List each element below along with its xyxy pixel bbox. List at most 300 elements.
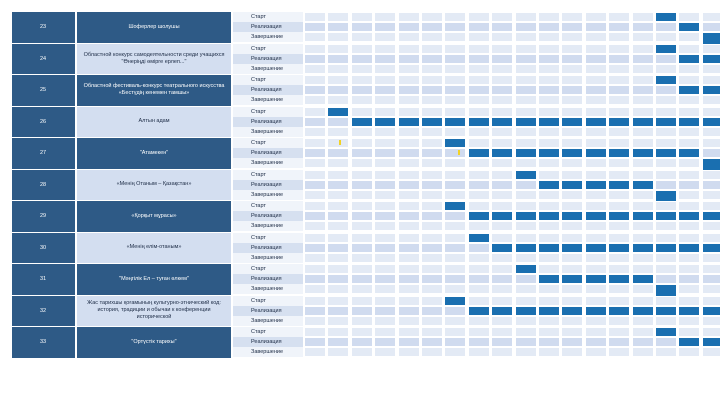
row-number: 33 <box>12 327 75 358</box>
gantt-cell <box>374 253 396 263</box>
gantt-bar-cell <box>444 117 466 127</box>
gantt-cell <box>421 148 443 158</box>
gantt-cell <box>374 243 396 253</box>
phase-label: Старт <box>233 138 303 148</box>
gantt-cell <box>374 296 396 306</box>
gantt-cell <box>398 54 420 64</box>
gantt-cell <box>468 107 490 117</box>
gantt-cell <box>655 158 677 168</box>
gantt-cell <box>702 95 720 105</box>
gantt-cell <box>491 95 513 105</box>
gantt-cell <box>421 54 443 64</box>
gantt-cell <box>468 221 490 231</box>
phase-label: Старт <box>233 264 303 274</box>
gantt-cell <box>678 44 700 54</box>
gantt-bar-cell <box>561 148 583 158</box>
gantt-bar-cell <box>678 117 700 127</box>
gantt-bar-cell <box>655 75 677 85</box>
gantt-cell <box>468 95 490 105</box>
gantt-cell <box>444 190 466 200</box>
gantt-cell <box>421 170 443 180</box>
gantt-cell <box>421 316 443 326</box>
gantt-cell <box>655 347 677 357</box>
gantt-cell <box>491 316 513 326</box>
gantt-cell <box>468 337 490 347</box>
gantt-cell <box>702 221 720 231</box>
gantt-cell <box>374 44 396 54</box>
gantt-cell <box>655 64 677 74</box>
row-number: 26 <box>12 107 75 138</box>
gantt-cell <box>374 327 396 337</box>
gantt-cell <box>702 22 720 32</box>
phase-label: Реализация <box>233 180 303 190</box>
gantt-cell <box>327 64 349 74</box>
gantt-bar-cell <box>655 243 677 253</box>
gantt-cell <box>655 127 677 137</box>
gantt-cell <box>632 190 654 200</box>
gantt-cell <box>655 296 677 306</box>
gantt-cell <box>585 253 607 263</box>
phase-label: Завершение <box>233 284 303 294</box>
gantt-cell <box>538 190 560 200</box>
gantt-cell <box>468 327 490 337</box>
gantt-cell <box>702 316 720 326</box>
row-number: 29 <box>12 201 75 232</box>
gantt-cell <box>702 44 720 54</box>
gantt-cell <box>444 211 466 221</box>
gantt-cell <box>585 190 607 200</box>
gantt-cell <box>351 54 373 64</box>
gantt-cell <box>304 127 326 137</box>
gantt-cell <box>702 327 720 337</box>
gantt-cell <box>468 64 490 74</box>
gantt-cell <box>678 316 700 326</box>
gantt-cell <box>327 190 349 200</box>
gantt-cell <box>304 190 326 200</box>
gantt-bar-cell <box>632 243 654 253</box>
gantt-cell <box>491 284 513 294</box>
gantt-cell <box>351 190 373 200</box>
gantt-cell <box>327 243 349 253</box>
gantt-cell <box>304 327 326 337</box>
gantt-cell <box>491 12 513 22</box>
gantt-cell <box>608 138 630 148</box>
gantt-cell <box>444 243 466 253</box>
gantt-bar-cell <box>655 327 677 337</box>
gantt-cell <box>702 180 720 190</box>
gantt-cell <box>608 44 630 54</box>
gantt-cell <box>538 233 560 243</box>
gantt-cell <box>351 306 373 316</box>
gantt-bar-cell <box>491 211 513 221</box>
gantt-cell <box>561 64 583 74</box>
gantt-cell <box>398 284 420 294</box>
gantt-cell <box>632 316 654 326</box>
gantt-cell <box>561 253 583 263</box>
gantt-cell <box>351 85 373 95</box>
gantt-cell <box>702 75 720 85</box>
gantt-cell <box>632 12 654 22</box>
gantt-cell <box>702 284 720 294</box>
gantt-cell <box>585 32 607 42</box>
gantt-cell <box>421 127 443 137</box>
gantt-cell <box>468 180 490 190</box>
gantt-cell <box>561 264 583 274</box>
gantt-cell <box>327 148 349 158</box>
gantt-bar-cell <box>702 306 720 316</box>
gantt-cell <box>327 127 349 137</box>
gantt-cell <box>491 64 513 74</box>
gantt-cell <box>655 316 677 326</box>
gantt-cell <box>374 274 396 284</box>
gantt-cell <box>515 44 537 54</box>
gantt-cell <box>632 158 654 168</box>
row-number: 25 <box>12 75 75 106</box>
gantt-cell <box>398 316 420 326</box>
gantt-bar-cell <box>655 148 677 158</box>
gantt-bar-cell <box>678 148 700 158</box>
gantt-bar-cell <box>608 148 630 158</box>
gantt-cell <box>421 221 443 231</box>
gantt-cell <box>561 12 583 22</box>
row-name: Алтын адам <box>77 107 231 138</box>
gantt-bar-cell <box>678 337 700 347</box>
gantt-cell <box>678 296 700 306</box>
gantt-cell <box>468 274 490 284</box>
gantt-cell <box>632 296 654 306</box>
gantt-cell <box>304 75 326 85</box>
gantt-cell <box>421 284 443 294</box>
gantt-bar-cell <box>632 148 654 158</box>
gantt-cell <box>561 327 583 337</box>
gantt-cell <box>351 12 373 22</box>
gantt-cell <box>608 85 630 95</box>
gantt-bar-cell <box>468 306 490 316</box>
gantt-cell <box>585 22 607 32</box>
gantt-cell <box>374 337 396 347</box>
gantt-bar-cell <box>374 117 396 127</box>
gantt-cell <box>491 170 513 180</box>
gantt-cell <box>585 107 607 117</box>
gantt-bar-cell <box>608 274 630 284</box>
phase-label: Реализация <box>233 22 303 32</box>
gantt-cell <box>468 253 490 263</box>
gantt-cell <box>585 44 607 54</box>
gantt-cell <box>491 253 513 263</box>
gantt-cell <box>421 22 443 32</box>
gantt-cell <box>374 158 396 168</box>
gantt-bar-cell <box>655 12 677 22</box>
gantt-cell <box>585 64 607 74</box>
gantt-cell <box>608 221 630 231</box>
gantt-cell <box>655 32 677 42</box>
gantt-cell <box>468 284 490 294</box>
gantt-cell <box>608 32 630 42</box>
gantt-cell <box>608 54 630 64</box>
gantt-cell <box>421 44 443 54</box>
gantt-cell <box>655 138 677 148</box>
gantt-cell <box>678 180 700 190</box>
gantt-cell <box>538 107 560 117</box>
gantt-cell <box>327 75 349 85</box>
gantt-cell <box>678 170 700 180</box>
gantt-cell <box>561 95 583 105</box>
gantt-cell <box>304 211 326 221</box>
gantt-cell <box>491 264 513 274</box>
gantt-cell <box>491 337 513 347</box>
gantt-cell <box>327 117 349 127</box>
gantt-cell <box>327 233 349 243</box>
gantt-cell <box>327 44 349 54</box>
gantt-cell <box>608 284 630 294</box>
gantt-cell <box>655 253 677 263</box>
gantt-bar-cell <box>655 117 677 127</box>
gantt-cell <box>655 274 677 284</box>
gantt-cell <box>304 54 326 64</box>
phase-label: Завершение <box>233 32 303 42</box>
gantt-cell <box>585 158 607 168</box>
gantt-bar-cell <box>608 180 630 190</box>
gantt-cell <box>608 75 630 85</box>
gantt-cell <box>304 274 326 284</box>
gantt-cell <box>538 253 560 263</box>
gantt-cell <box>702 148 720 158</box>
gantt-cell <box>632 201 654 211</box>
phase-label: Завершение <box>233 95 303 105</box>
gantt-cell <box>561 22 583 32</box>
gantt-cell <box>608 296 630 306</box>
gantt-cell <box>632 284 654 294</box>
row-name: Областной конкурс самодеятельности среди учащихся "Өнеріңді өмірге ерлеп..." <box>77 44 231 75</box>
gantt-cell <box>655 264 677 274</box>
gantt-cell <box>374 316 396 326</box>
row-name: Жас тарихшы қоғамының культурно-этнический код: история, традиции и обычаи к конференции исторической <box>77 296 231 327</box>
gantt-bar-cell <box>585 117 607 127</box>
gantt-cell <box>538 138 560 148</box>
gantt-cell <box>374 12 396 22</box>
gantt-cell <box>632 337 654 347</box>
gantt-cell <box>538 85 560 95</box>
gantt-cell <box>444 95 466 105</box>
gantt-cell <box>468 170 490 180</box>
row-number: 24 <box>12 44 75 75</box>
gantt-cell <box>327 316 349 326</box>
gantt-cell <box>327 347 349 357</box>
row-number: 28 <box>12 170 75 201</box>
gantt-cell <box>561 221 583 231</box>
gantt-cell <box>538 54 560 64</box>
gantt-cell <box>304 284 326 294</box>
gantt-cell <box>608 22 630 32</box>
gantt-cell <box>351 158 373 168</box>
row-name: "Мәңгілік Ел – туған өлкем" <box>77 264 231 295</box>
gantt-cell <box>421 233 443 243</box>
gantt-cell <box>678 75 700 85</box>
gantt-cell <box>561 75 583 85</box>
gantt-cell <box>491 201 513 211</box>
gantt-bar-cell <box>444 296 466 306</box>
gantt-cell <box>421 327 443 337</box>
gantt-bar-cell <box>515 117 537 127</box>
gantt-cell <box>421 107 443 117</box>
gantt-cell <box>608 12 630 22</box>
gantt-cell <box>608 170 630 180</box>
gantt-bar-cell <box>702 85 720 95</box>
gantt-cell <box>421 243 443 253</box>
gantt-cell <box>632 64 654 74</box>
gantt-cell <box>515 127 537 137</box>
gantt-bar-cell <box>632 306 654 316</box>
gantt-bar-cell <box>327 107 349 117</box>
gantt-cell <box>515 327 537 337</box>
gantt-cell <box>561 44 583 54</box>
gantt-cell <box>398 12 420 22</box>
gantt-cell <box>421 337 443 347</box>
gantt-cell <box>515 32 537 42</box>
gantt-bar-cell <box>421 117 443 127</box>
gantt-cell <box>538 127 560 137</box>
gantt-cell <box>678 107 700 117</box>
gantt-cell <box>374 85 396 95</box>
gantt-cell <box>444 12 466 22</box>
gantt-cell <box>655 201 677 211</box>
gantt-cell <box>444 253 466 263</box>
gantt-cell <box>632 107 654 117</box>
gantt-cell <box>351 253 373 263</box>
gantt-bar-cell <box>515 243 537 253</box>
phase-label: Старт <box>233 75 303 85</box>
gantt-cell <box>374 127 396 137</box>
gantt-cell <box>468 296 490 306</box>
row-name: "Ортүстік тарихы" <box>77 327 231 358</box>
gantt-cell <box>678 138 700 148</box>
gantt-cell <box>421 158 443 168</box>
gantt-cell <box>515 347 537 357</box>
gantt-cell <box>678 284 700 294</box>
gantt-cell <box>491 44 513 54</box>
gantt-cell <box>374 233 396 243</box>
gantt-cell <box>327 327 349 337</box>
gantt-cell <box>561 201 583 211</box>
gantt-cell <box>515 54 537 64</box>
gantt-cell <box>351 44 373 54</box>
gantt-cell <box>632 221 654 231</box>
gantt-cell <box>491 296 513 306</box>
gantt-cell <box>538 64 560 74</box>
gantt-cell <box>304 117 326 127</box>
gantt-cell <box>538 296 560 306</box>
gantt-bar-cell <box>515 264 537 274</box>
phase-label: Реализация <box>233 117 303 127</box>
gantt-cell <box>702 170 720 180</box>
gantt-bar-cell <box>444 138 466 148</box>
gantt-bar-cell <box>538 117 560 127</box>
gantt-bar-cell <box>561 243 583 253</box>
gantt-cell <box>468 138 490 148</box>
gantt-cell <box>468 54 490 64</box>
gantt-bar-cell <box>678 243 700 253</box>
gantt-cell <box>421 296 443 306</box>
gantt-cell <box>351 107 373 117</box>
gantt-cell <box>304 233 326 243</box>
gantt-cell <box>585 54 607 64</box>
gantt-cell <box>444 158 466 168</box>
gantt-cell <box>632 32 654 42</box>
gantt-cell <box>468 75 490 85</box>
gantt-cell <box>632 138 654 148</box>
gantt-cell <box>585 296 607 306</box>
gantt-cell <box>374 347 396 357</box>
row-name: «Менің елім-отаным» <box>77 233 231 264</box>
gantt-cell <box>444 347 466 357</box>
gantt-cell <box>398 243 420 253</box>
phase-label: Реализация <box>233 211 303 221</box>
gantt-cell <box>398 264 420 274</box>
gantt-cell <box>491 180 513 190</box>
gantt-cell <box>561 158 583 168</box>
gantt-bar-cell <box>351 117 373 127</box>
gantt-cell <box>632 127 654 137</box>
gantt-cell <box>444 180 466 190</box>
gantt-cell <box>608 95 630 105</box>
gantt-cell <box>374 306 396 316</box>
gantt-bar-cell <box>538 211 560 221</box>
gantt-cell <box>304 95 326 105</box>
gantt-cell <box>702 138 720 148</box>
gantt-cell <box>304 306 326 316</box>
gantt-cell <box>327 221 349 231</box>
gantt-cell <box>351 127 373 137</box>
gantt-cell <box>491 190 513 200</box>
gantt-cell <box>374 75 396 85</box>
gantt-bar-cell <box>655 306 677 316</box>
gantt-cell <box>538 347 560 357</box>
row-name: "Атамекен" <box>77 138 231 169</box>
gantt-cell <box>351 148 373 158</box>
gantt-cell <box>491 22 513 32</box>
gantt-cell <box>632 95 654 105</box>
gantt-cell <box>515 95 537 105</box>
gantt-cell <box>327 32 349 42</box>
gantt-cell <box>351 221 373 231</box>
gantt-cell <box>702 12 720 22</box>
gantt-cell <box>515 190 537 200</box>
gantt-cell <box>538 201 560 211</box>
gantt-bar-cell <box>398 117 420 127</box>
gantt-cell <box>632 253 654 263</box>
gantt-cell <box>515 138 537 148</box>
gantt-cell <box>655 107 677 117</box>
gantt-cell <box>421 138 443 148</box>
gantt-bar-cell <box>585 274 607 284</box>
gantt-cell <box>608 316 630 326</box>
gantt-cell <box>608 347 630 357</box>
gantt-cell <box>351 180 373 190</box>
gantt-cell <box>561 170 583 180</box>
gantt-cell <box>398 170 420 180</box>
gantt-cell <box>632 85 654 95</box>
gantt-cell <box>515 22 537 32</box>
phase-label: Завершение <box>233 190 303 200</box>
gantt-cell <box>351 64 373 74</box>
gantt-cell <box>327 306 349 316</box>
gantt-cell <box>561 85 583 95</box>
gantt-cell <box>702 190 720 200</box>
gantt-cell <box>515 158 537 168</box>
gantt-cell <box>444 316 466 326</box>
gantt-cell <box>632 327 654 337</box>
gantt-cell <box>327 337 349 347</box>
